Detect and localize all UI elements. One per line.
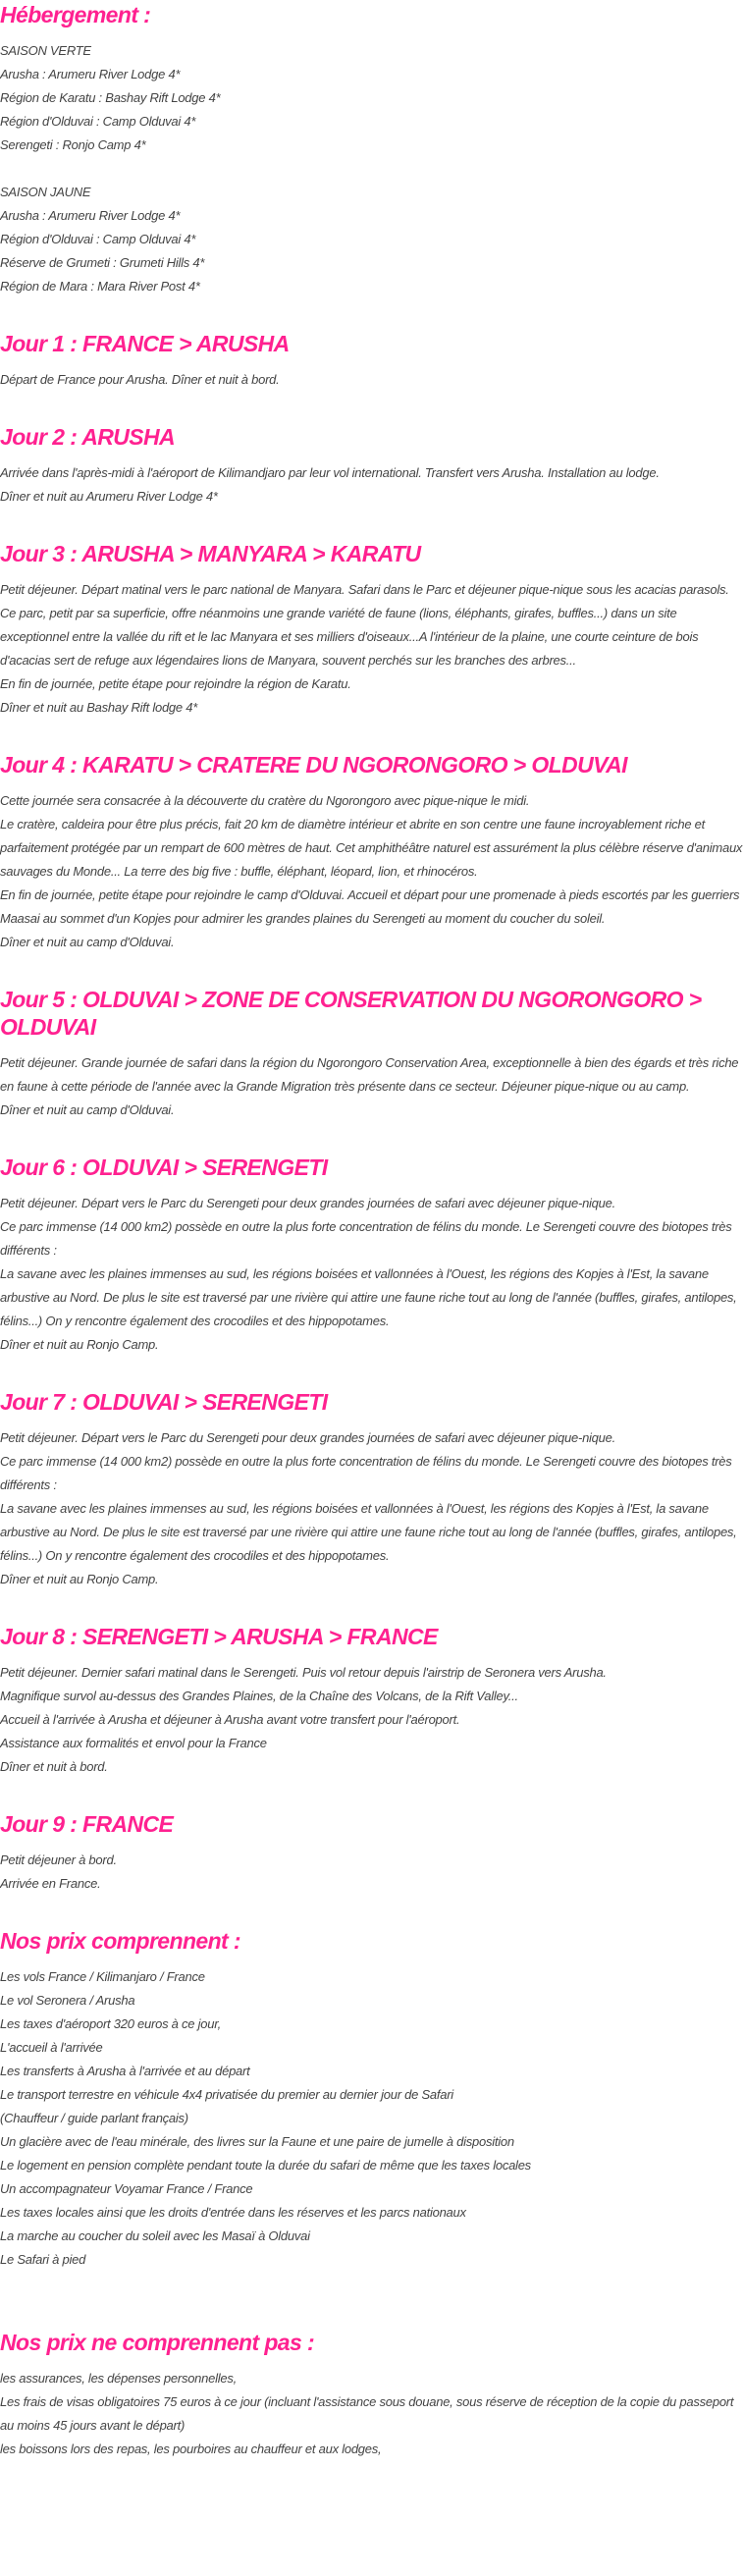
- section-title: Jour 6 : OLDUVAI > SERENGETI: [0, 1154, 328, 1180]
- section-9: [0, 1809, 744, 1896]
- paragraph-line: Dîner et nuit au camp d'Olduvai.: [0, 1102, 175, 1117]
- paragraph-line: Petit déjeuner. Départ vers le Parc du Serengeti pour deux grandes journées de safari avec déjeuner pique-nique.: [0, 1196, 615, 1210]
- paragraph-line: En fin de journée, petite étape pour rejoindre le camp d'Olduvai. Accueil et départ pour une promenade à pieds escortés par les guerriers Maasai au sommet d'un Kopjes pour admirer les grandes plaines du Serengeti au moment du coucher du soleil.: [0, 887, 740, 926]
- paragraph-line: Ce parc immense (14 000 km2) possède en outre la plus forte concentration de félins du monde. Le Serengeti couvre des biotopes très différents :: [0, 1454, 732, 1492]
- paragraph-line: Dîner et nuit au Ronjo Camp.: [0, 1572, 159, 1586]
- paragraph-line: La savane avec les plaines immenses au sud, les régions boisées et vallonnées à l'Ouest, les régions des Kopjes à l'Est, la savane arbustive au Nord. De plus le site est traversé par une rivière qui attire une faune riche tout au long de l'année (buffles, girafes, antilopes, félins...) On y rencontre également des crocodiles et des hippopotames.: [0, 1266, 737, 1328]
- section-title: Nos prix comprennent :: [0, 1928, 240, 1954]
- paragraph-line: Dîner et nuit au Arumeru River Lodge 4*: [0, 489, 218, 504]
- paragraph-line: SAISON VERTE: [0, 43, 91, 58]
- section-1: [0, 329, 744, 392]
- paragraph-line: Accueil à l'arrivée à Arusha et déjeuner à Arusha avant votre transfert pour l'aéroport.: [0, 1712, 460, 1727]
- section-8: [0, 1622, 744, 1779]
- section-11: [0, 2328, 744, 2461]
- paragraph-line: Départ de France pour Arusha. Dîner et nuit à bord.: [0, 372, 280, 387]
- section-title: Jour 2 : ARUSHA: [0, 424, 175, 450]
- paragraph-line: Serengeti : Ronjo Camp 4*: [0, 137, 146, 152]
- paragraph-line: Dîner et nuit au Bashay Rift lodge 4*: [0, 700, 198, 715]
- section-title: Jour 4 : KARATU > CRATERE DU NGORONGORO > OLDUVAI: [0, 752, 627, 778]
- paragraph-line: Le transport terrestre en véhicule 4x4 privatisée du premier au dernier jour de Safari: [0, 2087, 453, 2102]
- paragraph-line: En fin de journée, petite étape pour rejoindre la région de Karatu.: [0, 676, 351, 691]
- paragraph-line: Le logement en pension complète pendant toute la durée du safari de même que les taxes locales: [0, 2158, 531, 2173]
- paragraph-line: Le cratère, caldeira pour être plus précis, fait 20 km de diamètre intérieur et abrite en son centre une faune incroyablement riche et parfaitement protégée par un rempart de 600 mètres de haut. Cet amphithéâtre naturel est assurément la plus célèbre réserve d'animaux sauvages du Monde... La terre des big five : buffle, éléphant, léopard, lion, et rhinocéros.: [0, 817, 743, 879]
- section-title: Hébergement :: [0, 2, 151, 27]
- section-6: [0, 1153, 744, 1357]
- section-title: Jour 8 : SERENGETI > ARUSHA > FRANCE: [0, 1624, 438, 1649]
- paragraph-line: Ce parc, petit par sa superficie, offre néanmoins une grande variété de faune (lions, éléphants, girafes, buffles...) dans un site exceptionnel entre la vallée du rift et le lac Manyara et ses milliers d'oiseaux...A l'intérieur de la plaine, une courte ceinture de bois d'acacias sert de refuge aux légendaires lions de Manyara, souvent perchés sur les branches des arbres...: [0, 606, 699, 668]
- paragraph-line: les assurances, les dépenses personnelles,: [0, 2371, 237, 2386]
- paragraph-line: Petit déjeuner. Dernier safari matinal dans le Serengeti. Puis vol retour depuis l'airstrip de Seronera vers Arusha.: [0, 1665, 607, 1680]
- paragraph-line: Arusha : Arumeru River Lodge 4*: [0, 67, 181, 81]
- paragraph-line: SAISON JAUNE: [0, 185, 91, 199]
- paragraph-line: (Chauffeur / guide parlant français): [0, 2111, 188, 2125]
- paragraph-line: Arusha : Arumeru River Lodge 4*: [0, 208, 181, 223]
- paragraph-line: Le vol Seronera / Arusha: [0, 1993, 135, 2008]
- section-title: Jour 7 : OLDUVAI > SERENGETI: [0, 1389, 328, 1415]
- paragraph-line: Petit déjeuner. Départ matinal vers le parc national de Manyara. Safari dans le Parc et déjeuner pique-nique sous les acacias parasols.: [0, 582, 729, 597]
- paragraph-line: Dîner et nuit au camp d'Olduvai.: [0, 935, 175, 949]
- paragraph-line: La marche au coucher du soleil avec les Masaï à Olduvai: [0, 2228, 310, 2243]
- paragraph-line: Le Safari à pied: [0, 2252, 86, 2267]
- paragraph-line: Petit déjeuner. Départ vers le Parc du Serengeti pour deux grandes journées de safari avec déjeuner pique-nique.: [0, 1430, 615, 1445]
- section-title: Jour 5 : OLDUVAI > ZONE DE CONSERVATION DU NGORONGORO > OLDUVAI: [0, 987, 702, 1040]
- paragraph-line: L'accueil à l'arrivée: [0, 2040, 103, 2055]
- section-5: [0, 986, 744, 1122]
- section-3: [0, 539, 744, 720]
- paragraph-line: Cette journée sera consacrée à la découverte du cratère du Ngorongoro avec pique-nique le midi.: [0, 793, 530, 808]
- section-2: [0, 422, 744, 509]
- paragraph-line: Les vols France / Kilimanjaro / France: [0, 1969, 205, 1984]
- paragraph-line: Réserve de Grumeti : Grumeti Hills 4*: [0, 255, 205, 270]
- section-0: [0, 0, 744, 298]
- paragraph-line: Dîner et nuit à bord.: [0, 1759, 108, 1774]
- paragraph-line: Arrivée en France.: [0, 1876, 101, 1891]
- paragraph-line: Région de Karatu : Bashay Rift Lodge 4*: [0, 90, 221, 105]
- paragraph-line: Un accompagnateur Voyamar France / France: [0, 2181, 253, 2196]
- paragraph-line: Les frais de visas obligatoires 75 euros à ce jour (incluant l'assistance sous douane, sous réserve de réception de la copie du passeport au moins 45 jours avant le départ): [0, 2394, 734, 2433]
- paragraph-line: Assistance aux formalités et envol pour la France: [0, 1736, 267, 1750]
- section-7: [0, 1387, 744, 1591]
- section-title: Nos prix ne comprennent pas :: [0, 2330, 314, 2355]
- paragraph-line: Petit déjeuner à bord.: [0, 1852, 117, 1867]
- section-title: Jour 3 : ARUSHA > MANYARA > KARATU: [0, 541, 421, 566]
- paragraph-line: Les taxes d'aéroport 320 euros à ce jour,: [0, 2016, 221, 2031]
- blank-line: [0, 157, 744, 181]
- paragraph-line: Arrivée dans l'après-midi à l'aéroport de Kilimandjaro par leur vol international. Transfert vers Arusha. Installation au lodge.: [0, 465, 660, 480]
- section-title: Jour 1 : FRANCE > ARUSHA: [0, 331, 290, 356]
- paragraph-line: Les taxes locales ainsi que les droits d'entrée dans les réserves et les parcs nationaux: [0, 2205, 466, 2220]
- paragraph-line: La savane avec les plaines immenses au sud, les régions boisées et vallonnées à l'Ouest, les régions des Kopjes à l'Est, la savane arbustive au Nord. De plus le site est traversé par une rivière qui attire une faune riche tout au long de l'année (buffles, girafes, antilopes, félins...) On y rencontre également des crocodiles et des hippopotames.: [0, 1501, 737, 1563]
- paragraph-line: Les transferts à Arusha à l'arrivée et au départ: [0, 2064, 250, 2078]
- paragraph-line: les boissons lors des repas, les pourboires au chauffeur et aux lodges,: [0, 2442, 382, 2456]
- paragraph-line: Dîner et nuit au Ronjo Camp.: [0, 1337, 159, 1352]
- paragraph-line: Ce parc immense (14 000 km2) possède en outre la plus forte concentration de félins du monde. Le Serengeti couvre des biotopes très différents :: [0, 1219, 732, 1258]
- paragraph-line: Région de Mara : Mara River Post 4*: [0, 279, 200, 294]
- paragraph-line: Région d'Olduvai : Camp Olduvai 4*: [0, 114, 196, 129]
- section-4: [0, 750, 744, 954]
- section-title: Jour 9 : FRANCE: [0, 1811, 174, 1837]
- paragraph-line: Petit déjeuner. Grande journée de safari dans la région du Ngorongoro Conservation Area, exceptionnelle à bien des égards et très riche en faune à cette période de l'année avec la Grande Migration très présente dans ce secteur. Déjeuner pique-nique ou au camp.: [0, 1055, 739, 1094]
- paragraph-line: Un glacière avec de l'eau minérale, des livres sur la Faune et une paire de jumelle à disposition: [0, 2134, 514, 2149]
- paragraph-line: Magnifique survol au-dessus des Grandes Plaines, de la Chaîne des Volcans, de la Rift Valley...: [0, 1689, 518, 1703]
- section-10: [0, 1926, 744, 2272]
- paragraph-line: Région d'Olduvai : Camp Olduvai 4*: [0, 232, 196, 246]
